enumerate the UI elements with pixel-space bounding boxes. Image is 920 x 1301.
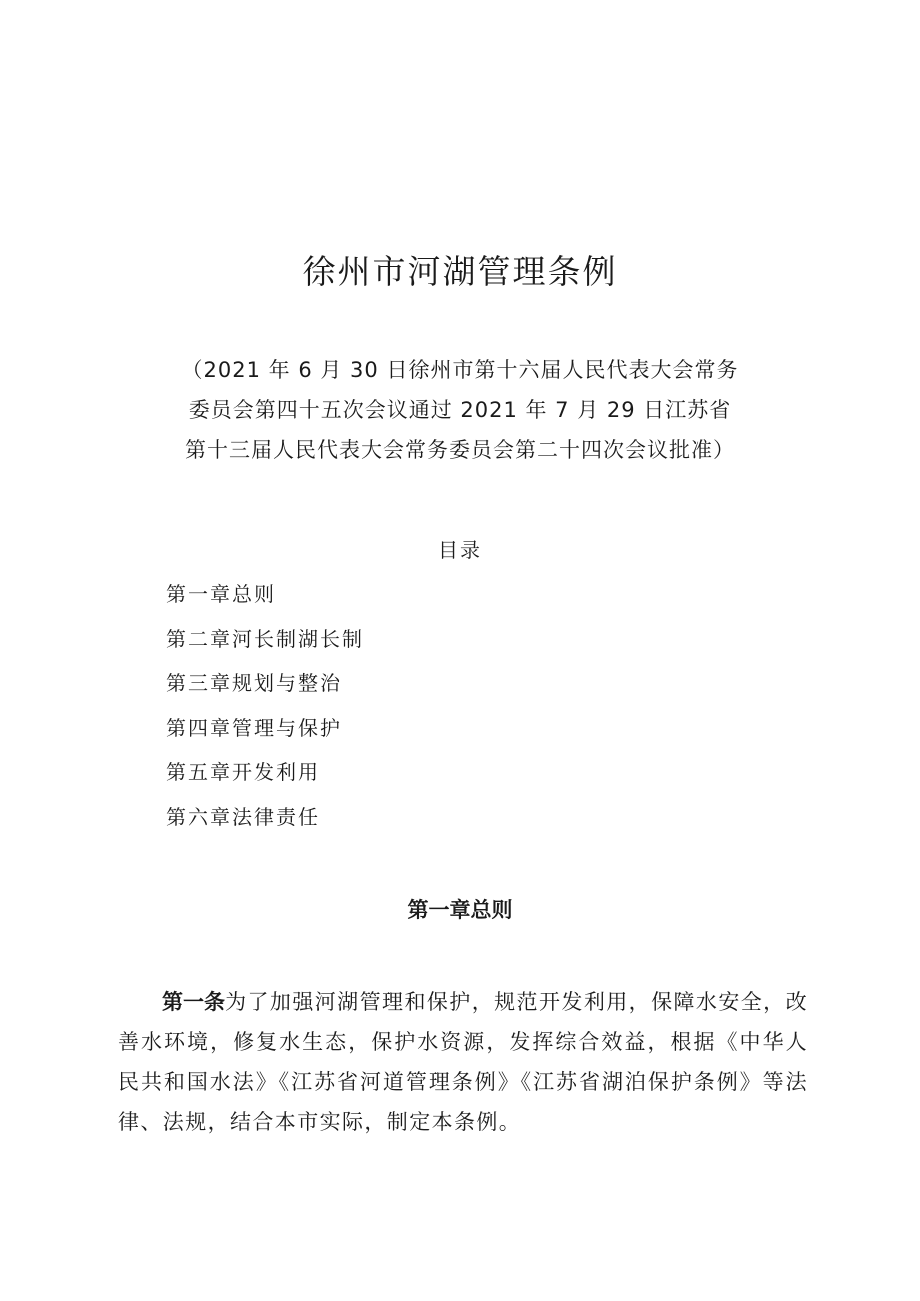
- chapter-1-heading: 第一章总则: [407, 898, 513, 922]
- toc-item-chapter-6: 第六章法律责任: [166, 804, 320, 829]
- adoption-note: [0, 350, 920, 470]
- toc-item-chapter-1: 第一章总则: [166, 582, 276, 606]
- toc-heading: 目录: [438, 538, 482, 562]
- table-of-contents: [166, 579, 364, 846]
- adoption-note-line: （2021 年 6 月 30 日徐州市第十六届人民代表大会常务: [181, 358, 739, 382]
- toc-item-chapter-4: 第四章管理与保护: [166, 715, 342, 740]
- toc-item-chapter-5: 第五章开发利用: [166, 760, 320, 784]
- article-1: [118, 982, 808, 1142]
- adoption-note-line: 第十三届人民代表大会常务委员会第二十四次会议批准）: [185, 438, 735, 462]
- adoption-note-line: 委员会第四十五次会议通过 2021 年 7 月 29 日江苏省: [188, 398, 732, 422]
- toc-item-chapter-3: 第三章规划与整治: [166, 671, 342, 695]
- toc-item-chapter-2: 第二章河长制湖长制: [166, 626, 364, 651]
- article-1-label: 第一条: [162, 990, 226, 1014]
- article-1-text: 为了加强河湖管理和保护，规范开发利用，保障水安全，改善水环境，修复水生态，保护水资源，发挥综合效益，根据《中华人民共和国水法》《江苏省河道管理条例》《江苏省湖泊保护条例》等法律、法规，结合本市实际，制定本条例。: [118, 990, 809, 1134]
- document-title: 徐州市河湖管理条例: [302, 252, 618, 291]
